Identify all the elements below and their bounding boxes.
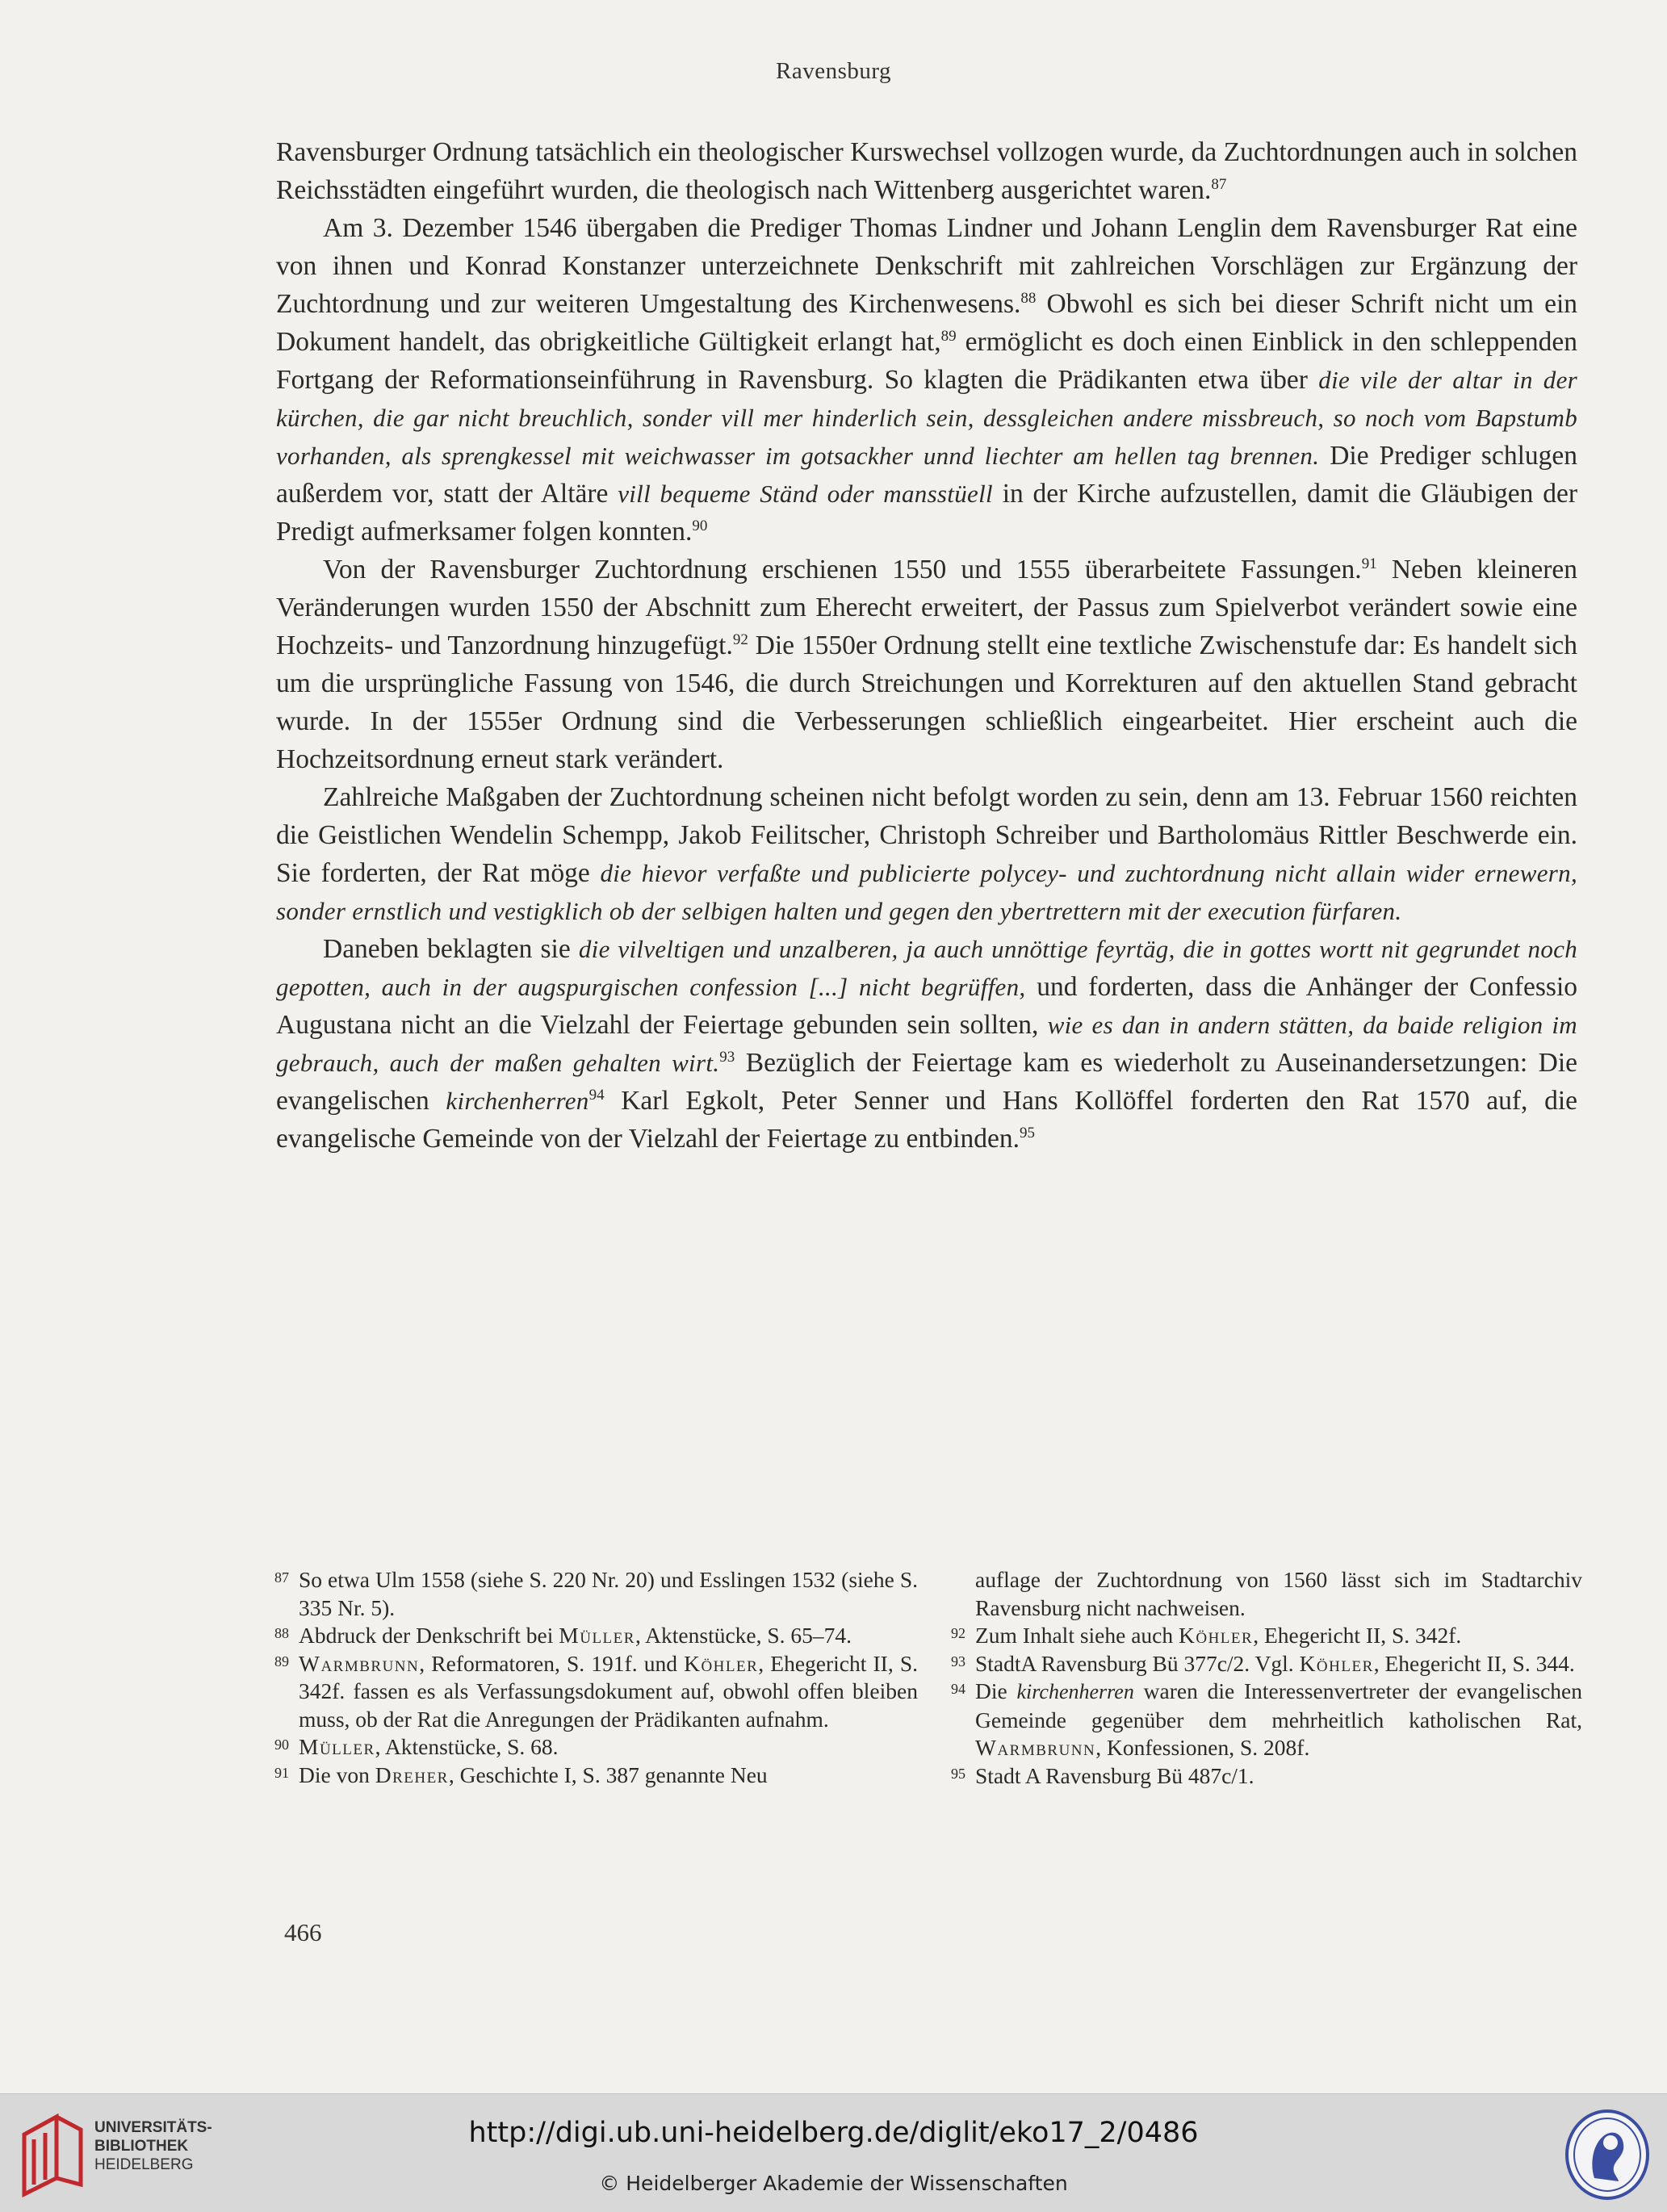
footnote-number: 88 bbox=[274, 1625, 289, 1641]
footnote-number: 87 bbox=[274, 1569, 289, 1586]
text-run: StadtA Ravensburg Bü 377c/2. Vgl. bbox=[975, 1650, 1300, 1676]
text-run: , Reformatoren, S. 191f. und bbox=[419, 1650, 685, 1676]
running-head: Ravensburg bbox=[775, 58, 891, 84]
author-name: Köhler bbox=[1299, 1650, 1374, 1676]
author-name: Köhler bbox=[1179, 1623, 1254, 1648]
text-run: , Aktenstücke, S. 65–74. bbox=[635, 1623, 852, 1648]
footnote-ref[interactable]: 95 bbox=[1020, 1124, 1036, 1142]
text-run: Abdruck der Denkschrift bei bbox=[299, 1623, 559, 1648]
italic-quote: die vile der altar in der kürchen, die gar nicht breuchlich, sonder vill mer hinderlich sein, dessgleichen andere missbreuch, so noch vom Bapstumb vorhanden, als sprengkessel mit weichwasser im gotsackher unnd liechter am hellen tag brennen. bbox=[276, 366, 1577, 470]
library-name-line: HEIDELBERG bbox=[94, 2156, 194, 2173]
text-run: Bezüglich der Feiertage kam es wiederholt zu Auseinandersetzungen: Die evangelischen bbox=[276, 1048, 1577, 1116]
footnote-number: 92 bbox=[951, 1625, 965, 1641]
footnote bbox=[274, 1733, 918, 1762]
source-url-link[interactable]: http://digi.ub.uni-heidelberg.de/diglit/eko17_2/0486 bbox=[468, 2117, 1199, 2149]
text-run: , Ehegericht II, S. 344. bbox=[1373, 1650, 1575, 1676]
text-run: , Ehegericht II, S. 342f. fassen es als Verfassungsdokument auf, obwohl offen bleiben muss, ob der Rat die Anregungen der Prädikanten aufnahm. bbox=[299, 1650, 918, 1732]
text-run: Daneben beklagten sie bbox=[323, 934, 579, 964]
footnote-ref[interactable]: 92 bbox=[732, 631, 748, 648]
footnote bbox=[274, 1566, 918, 1622]
footnote-number: 90 bbox=[274, 1737, 289, 1753]
academy-seal-icon bbox=[1562, 2107, 1652, 2202]
text-run: , Aktenstücke, S. 68. bbox=[375, 1734, 559, 1759]
footnote-ref[interactable]: 93 bbox=[719, 1048, 735, 1066]
footnote-number: 95 bbox=[951, 1765, 965, 1782]
text-run: Die von bbox=[299, 1762, 375, 1787]
paragraph bbox=[276, 930, 1577, 1158]
footnote bbox=[274, 1762, 918, 1790]
text-run: , Geschichte I, S. 387 genannte Neu bbox=[448, 1762, 768, 1787]
paragraph bbox=[276, 551, 1577, 778]
text-run: Die 1550er Ordnung stellt eine textliche Zwischenstufe dar: Es handelt sich um die ursprüngliche Fassung von 1546, die durch Streichungen und Korrekturen auf den aktuellen Stand gebracht wurde. In der 1555er Ordnung sind die Verbesserungen schließlich eingearbeitet. Hier erscheint auch die Hochzeitsordnung erneut stark verändert. bbox=[276, 631, 1578, 774]
text-run: ermöglicht es doch einen Einblick in den schleppenden Fortgang der Reformationseinführung in Ravensburg. So klagten die Prädikanten etwa über bbox=[276, 327, 1577, 395]
footer-bar bbox=[0, 2093, 1667, 2212]
footnote-ref[interactable]: 88 bbox=[1020, 289, 1037, 307]
italic-quote: die vilveltigen und unzalberen, ja auch unnöttige feyrtäg, die in gottes wortt nit gegrundet noch gepotten, auch in der augspurgischen confession [...] nicht begrüffen, bbox=[276, 935, 1577, 1001]
main-text bbox=[276, 133, 1577, 1158]
footnote-number: 94 bbox=[951, 1681, 965, 1697]
footnote-ref[interactable]: 90 bbox=[692, 517, 708, 534]
text-run: Am 3. Dezember 1546 übergaben die Prediger Thomas Lindner und Johann Lenglin dem Ravensburger Rat eine von ihnen und Konrad Konstanzer unterzeichnete Denkschrift mit zahlreichen Vorschlägen zur Ergänzung der Zuchtordnung und zur weiteren Umgestaltung des Kirchenwesens. bbox=[276, 213, 1577, 319]
author-name: Müller bbox=[299, 1734, 375, 1759]
copyright-notice: © Heidelberger Akademie der Wissenschaften bbox=[599, 2172, 1068, 2195]
paragraph bbox=[276, 133, 1577, 209]
italic-quote: wie es dan in andern stätten, da baide religion im gebrauch, auch der maßen gehalten wirt. bbox=[276, 1011, 1577, 1077]
text-run: Zahlreiche Maßgaben der Zuchtordnung scheinen nicht befolgt worden zu sein, denn am 13. Februar 1560 reichten die Geistlichen Wendelin Schempp, Jakob Feilitscher, Christoph Schreiber und Bartholomäus Rittler Beschwerde ein. Sie forderten, der Rat möge bbox=[276, 782, 1577, 888]
author-name: Warmbrunn bbox=[975, 1735, 1096, 1760]
footnote bbox=[951, 1622, 1582, 1650]
footnote-ref[interactable]: 94 bbox=[588, 1086, 605, 1104]
author-name: Dreher bbox=[375, 1762, 449, 1787]
text-run: waren die Interessenvertreter der evangelischen Gemeinde gegenüber dem mehrheitlich katholischen Rat, bbox=[975, 1678, 1583, 1732]
text-run: , Ehegericht II, S. 342f. bbox=[1253, 1623, 1462, 1648]
text-run: Die bbox=[975, 1678, 1017, 1703]
library-name-line: BIBLIOTHEK bbox=[94, 2138, 189, 2155]
text-run: Karl Egkolt, Peter Senner und Hans Kollöffel forderten den Rat 1570 auf, die evangelische Gemeinde von der Vielzahl der Feiertage zu entbinden. bbox=[276, 1086, 1577, 1154]
footnote-number: 89 bbox=[274, 1653, 289, 1669]
footnote-ref[interactable]: 91 bbox=[1361, 555, 1377, 572]
footnote-ref[interactable]: 89 bbox=[940, 327, 957, 345]
library-name-line: UNIVERSITÄTS- bbox=[94, 2119, 212, 2136]
footnote-number: 91 bbox=[274, 1764, 289, 1781]
author-name: Warmbrunn bbox=[299, 1650, 420, 1676]
author-name: Köhler bbox=[684, 1650, 759, 1676]
text-run: , Konfessionen, S. 208f. bbox=[1095, 1735, 1310, 1760]
text-run: in der Kirche aufzustellen, damit die Gläubigen der Predigt aufmerksamer folgen konnten. bbox=[276, 479, 1578, 547]
text-run: auflage der Zuchtordnung von 1560 lässt sich im Stadtarchiv Ravensburg nicht nachweisen. bbox=[975, 1567, 1582, 1620]
text-run: Zum Inhalt siehe auch bbox=[975, 1623, 1179, 1648]
footnote bbox=[975, 1566, 1582, 1622]
footnotes-left-column bbox=[274, 1566, 918, 1789]
footnotes-right-column bbox=[951, 1566, 1583, 1790]
text-run: Von der Ravensburger Zuchtordnung erschienen 1550 und 1555 überarbeitete Fassungen. bbox=[323, 555, 1362, 584]
page-number: 466 bbox=[284, 1918, 322, 1946]
text-run: So etwa Ulm 1558 (siehe S. 220 Nr. 20) und Esslingen 1532 (siehe S. 335 Nr. 5). bbox=[299, 1567, 918, 1620]
italic-quote: kirchenherren bbox=[1016, 1680, 1134, 1703]
paragraph bbox=[276, 209, 1577, 551]
author-name: Müller bbox=[559, 1623, 635, 1648]
text-run: und forderten, dass die Anhänger der Confessio Augustana nicht an die Vielzahl der Feiertage gebunden sein sollten, bbox=[276, 972, 1578, 1040]
footnote bbox=[951, 1762, 1582, 1791]
footnote bbox=[274, 1622, 918, 1650]
footnote-ref[interactable]: 87 bbox=[1211, 175, 1227, 193]
footnote-number: 93 bbox=[951, 1653, 965, 1669]
italic-quote: vill bequeme Ständ oder mansstüell bbox=[618, 480, 993, 508]
footnote bbox=[274, 1650, 918, 1734]
paragraph bbox=[276, 778, 1577, 930]
footnote bbox=[951, 1678, 1583, 1762]
text-run: Neben kleineren Veränderungen wurden 1550 der Abschnitt zum Eherecht erweitert, der Passus zum Spielverbot verändert sowie eine Hochzeits- und Tanzordnung hinzugefügt. bbox=[276, 555, 1578, 660]
text-run: Die Prediger schlugen außerdem vor, statt der Altäre bbox=[276, 441, 1577, 509]
text-run: Stadt A Ravensburg Bü 487c/1. bbox=[975, 1762, 1254, 1788]
italic-quote: die hievor verfaßte und publicierte polycey- und zuchtordnung nicht allain wider ernewern, sonder ernstlich und vestigklich ob der selbigen halten und gegen den ybertrettern mit der execution fürfaren. bbox=[276, 859, 1577, 925]
text-run: Obwohl es sich bei dieser Schrift nicht um ein Dokument handelt, das obrigkeitliche Gültigkeit erlangt hat, bbox=[276, 289, 1578, 357]
footnote bbox=[951, 1650, 1582, 1678]
italic-quote: kirchenherren bbox=[446, 1087, 589, 1115]
text-run: Ravensburger Ordnung tatsächlich ein theologischer Kurswechsel vollzogen wurde, da Zuchtordnungen auch in solchen Reichsstädten eingeführt wurden, die theologisch nach Wittenberg ausgerichtet waren. bbox=[276, 137, 1577, 205]
